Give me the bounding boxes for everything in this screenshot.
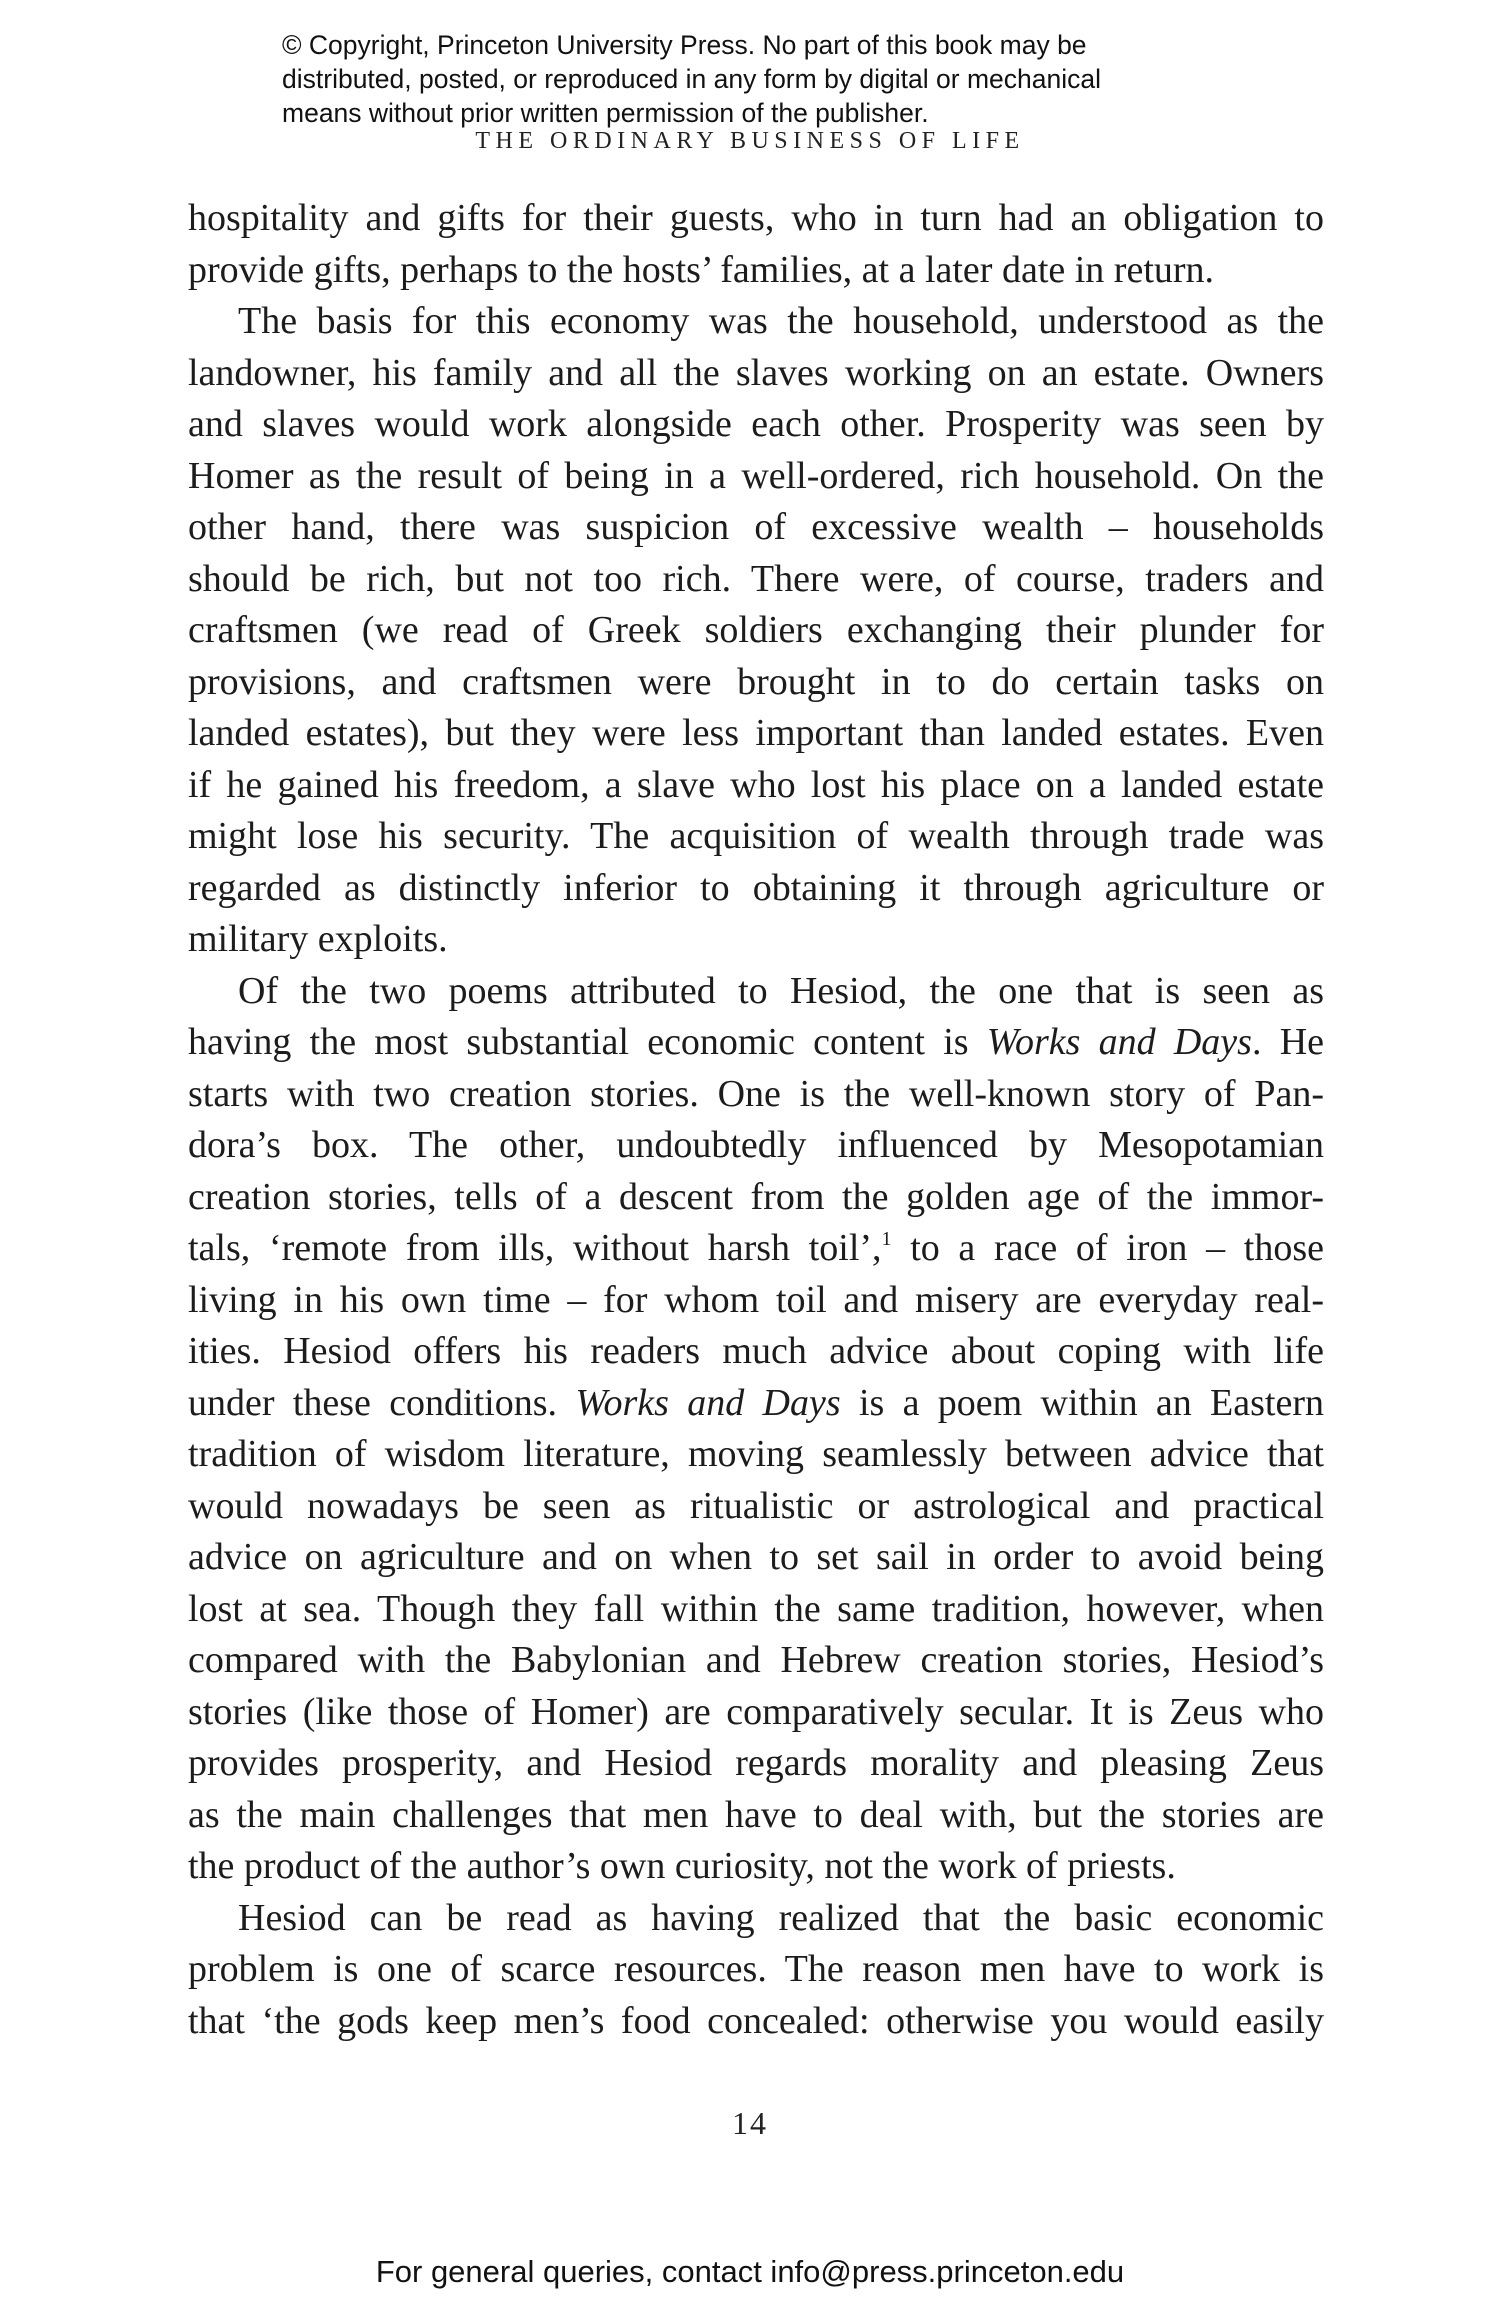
text-span: under these conditions.	[188, 1381, 576, 1424]
text-line: ities. Hesiod offers his readers much advice about coping with life	[188, 1330, 1324, 1372]
text-line: stories (like those of Homer) are comparatively secular. It is Zeus who	[188, 1690, 1324, 1733]
text-line: dora’s box. The other, undoubtedly influenced by Mesopotamian	[188, 1124, 1324, 1166]
text-line: regarded as distinctly inferior to obtaining it through agriculture or	[188, 866, 1324, 909]
text-line: starts with two creation stories. One is the well-known story of Pan-	[188, 1072, 1324, 1115]
text-line: military exploits.	[188, 918, 448, 960]
text-span: having the most substantial economic content is	[188, 1021, 987, 1063]
footer-contact: For general queries, contact info@press.princeton.edu	[375, 2254, 1125, 2289]
text-line: tradition of wisdom literature, moving seamlessly between advice that	[188, 1433, 1324, 1475]
text-line: compared with the Babylonian and Hebrew creation stories, Hesiod’s	[188, 1639, 1324, 1681]
copyright-notice	[282, 28, 1282, 130]
text-line: provides prosperity, and Hesiod regards morality and pleasing Zeus	[188, 1742, 1324, 1784]
copyright-line: distributed, posted, or reproduced in any form by digital or mechanical	[282, 64, 1101, 94]
text-line	[188, 1017, 1324, 1069]
text-line: the product of the author’s own curiosity, not the work of priests.	[188, 1845, 1176, 1887]
footnote-marker[interactable]: 1	[881, 1228, 892, 1250]
paragraph-start-line: The basis for this economy was the household, understood as the	[238, 300, 1324, 342]
copyright-line: © Copyright, Princeton University Press. No part of this book may be	[282, 30, 1087, 60]
paragraph-start-line: Of the two poems attributed to Hesiod, the one that is seen as	[238, 969, 1324, 1012]
text-line: should be rich, but not too rich. There were, of course, traders and	[188, 557, 1324, 600]
text-line: would nowadays be seen as ritualistic or astrological and practical	[188, 1484, 1324, 1527]
text-line: as the main challenges that men have to deal with, but the stories are	[188, 1793, 1324, 1836]
text-line: provisions, and craftsmen were brought in to do certain tasks on	[188, 660, 1324, 703]
text-line: hospitality and gifts for their guests, who in turn had an obligation to	[188, 197, 1324, 239]
book-title: Works and Days	[986, 1021, 1252, 1063]
copyright-line: means without prior written permission of the publisher.	[282, 98, 929, 128]
text-span: tals, ‘remote from ills, without harsh toil’,	[188, 1227, 882, 1269]
text-line: and slaves would work alongside each other. Prosperity was seen by	[188, 403, 1324, 445]
body-text	[188, 193, 1324, 2047]
text-line: problem is one of scarce resources. The reason men have to work is	[188, 1948, 1324, 1990]
text-line: other hand, there was suspicion of excessive wealth – households	[188, 506, 1324, 548]
text-span: to a race of iron – those	[891, 1227, 1324, 1269]
text-span: is a poem within an Eastern	[840, 1381, 1324, 1424]
text-line: that ‘the gods keep men’s food concealed: otherwise you would easily	[188, 1999, 1324, 2042]
text-line	[188, 1223, 1324, 1275]
text-line: craftsmen (we read of Greek soldiers exchanging their plunder for	[188, 609, 1324, 651]
running-head: THE ORDINARY BUSINESS OF LIFE	[475, 128, 1025, 154]
text-line: advice on agriculture and on when to set sail in order to avoid being	[188, 1536, 1324, 1578]
text-line: creation stories, tells of a descent from the golden age of the immor-	[188, 1175, 1324, 1218]
text-line: living in his own time – for whom toil and misery are everyday real-	[188, 1278, 1324, 1321]
text-line: landed estates), but they were less important than landed estates. Even	[188, 712, 1324, 754]
book-title: Works and Days	[575, 1381, 841, 1424]
text-line: might lose his security. The acquisition of wealth through trade was	[188, 815, 1324, 857]
text-line: Homer as the result of being in a well-ordered, rich household. On the	[188, 454, 1324, 497]
text-line: lost at sea. Though they fall within the same tradition, however, when	[188, 1587, 1324, 1630]
text-line: provide gifts, perhaps to the hosts’ families, at a later date in return.	[188, 248, 1215, 291]
text-line: if he gained his freedom, a slave who lost his place on a landed estate	[188, 763, 1324, 806]
text-line	[188, 1378, 1324, 1430]
paragraph-start-line: Hesiod can be read as having realized that the basic economic	[238, 1896, 1324, 1939]
text-line: landowner, his family and all the slaves working on an estate. Owners	[188, 351, 1324, 394]
page-number: 14	[732, 2105, 768, 2141]
text-span: . He	[1251, 1021, 1325, 1063]
